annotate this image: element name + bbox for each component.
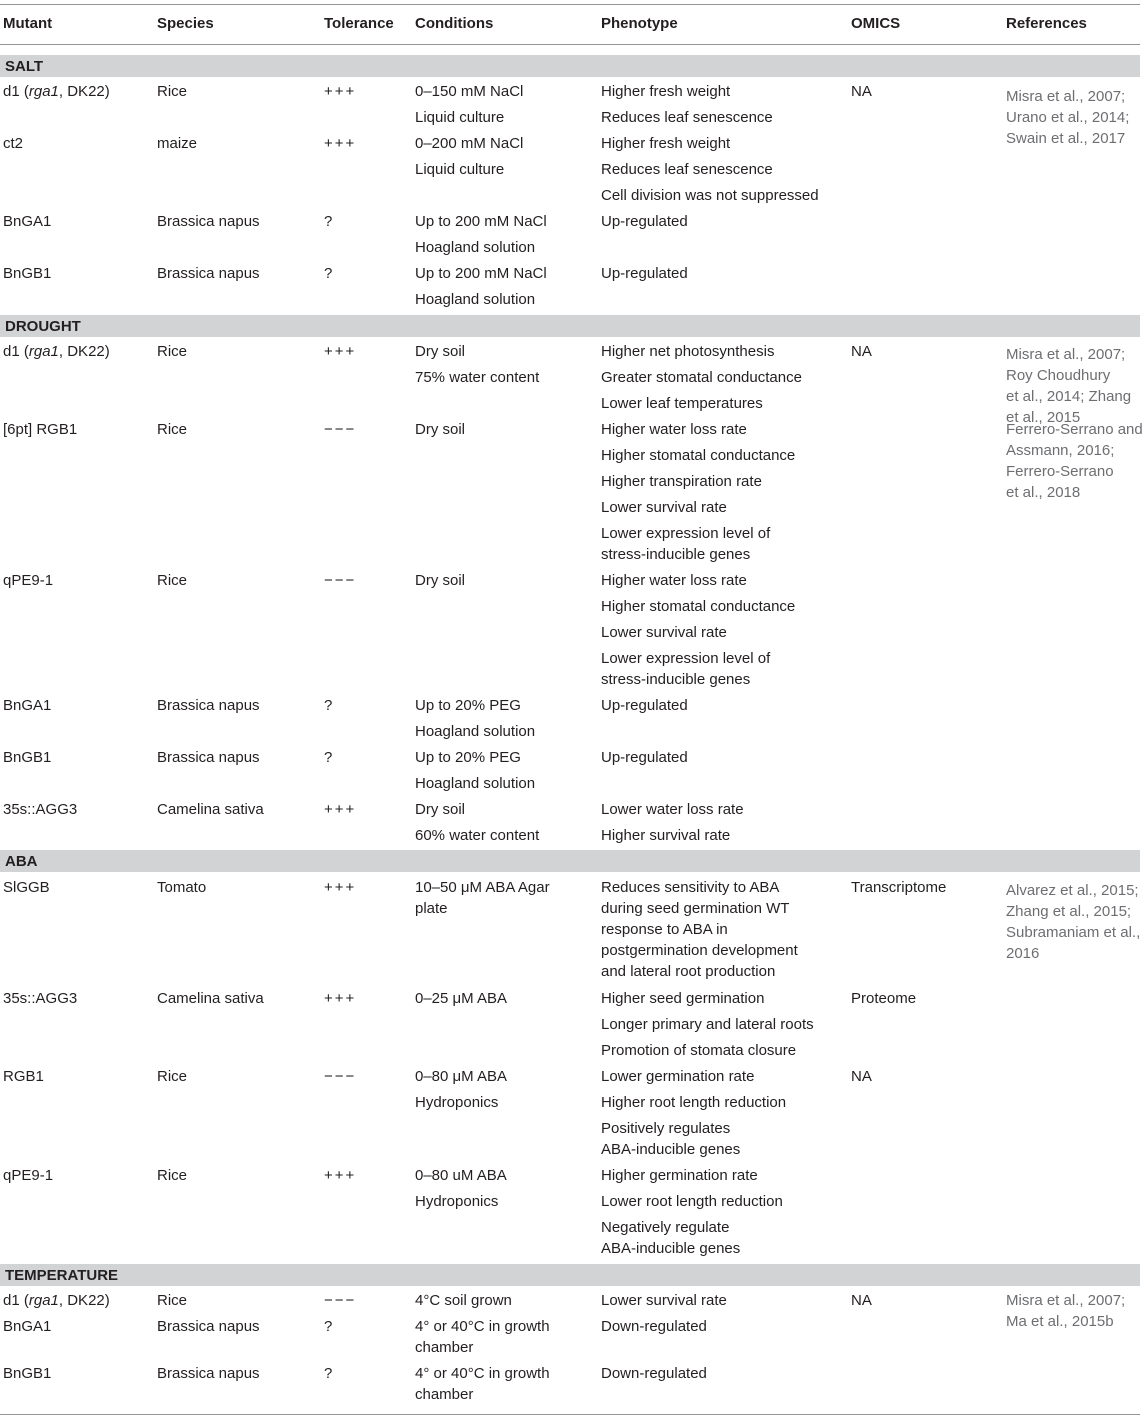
phenotype-text: Greater stomatal conductance <box>601 369 802 386</box>
condition-text: 10–50 μM ABA Agar <box>415 879 550 896</box>
mutant-name: BnGA1 <box>3 697 52 714</box>
reference-text: Zhang et al., 2015; <box>1006 903 1132 920</box>
reference-text: Misra et al., 2007; <box>1006 346 1126 363</box>
mutant-name: d1 (rga1, DK22) <box>3 343 110 360</box>
header-references: References <box>1006 15 1087 32</box>
phenotype-text: Positively regulates <box>601 1120 731 1137</box>
section-title: ABA <box>5 853 38 870</box>
section-aba <box>0 850 1140 872</box>
condition-text: Hydroponics <box>415 1193 499 1210</box>
omics-value: NA <box>851 83 872 100</box>
phenotype-text: Reduces leaf senescence <box>601 109 773 126</box>
mutant-name: ct2 <box>3 135 24 152</box>
condition-text: 0–80 uM ABA <box>415 1167 507 1184</box>
phenotype-text: Lower germination rate <box>601 1068 755 1085</box>
phenotype-text: Negatively regulate <box>601 1219 730 1236</box>
header-tolerance: Tolerance <box>324 15 394 32</box>
header-conditions: Conditions <box>415 15 494 32</box>
phenotype-text: Lower expression level of <box>601 650 771 667</box>
condition-text: Hoagland solution <box>415 239 536 256</box>
phenotype-text: Higher transpiration rate <box>601 473 762 490</box>
phenotype-text: Lower expression level of <box>601 525 771 542</box>
phenotype-text: ABA-inducible genes <box>601 1141 741 1158</box>
reference-text: Swain et al., 2017 <box>1006 130 1126 147</box>
mutant-name: 35s::AGG3 <box>3 990 78 1007</box>
phenotype-text: and lateral root production <box>601 963 776 980</box>
condition-text: 0–200 mM NaCl <box>415 135 524 152</box>
phenotype-text: Cell division was not suppressed <box>601 187 819 204</box>
phenotype-text: Up-regulated <box>601 213 688 230</box>
table-bottom-rule <box>0 1414 1140 1415</box>
tolerance-value: +++ <box>324 343 357 360</box>
phenotype-text: Down-regulated <box>601 1365 707 1382</box>
header-species: Species <box>157 15 214 32</box>
phenotype-text: Promotion of stomata closure <box>601 1042 797 1059</box>
phenotype-text: Reduces sensitivity to ABA <box>601 879 780 896</box>
phenotype-text: Higher water loss rate <box>601 572 747 589</box>
condition-text: 4°C soil grown <box>415 1292 512 1309</box>
phenotype-text: Lower root length reduction <box>601 1193 783 1210</box>
header-omics: OMICS <box>851 15 901 32</box>
phenotype-text: Longer primary and lateral roots <box>601 1016 814 1033</box>
species-name: Camelina sativa <box>157 990 264 1007</box>
phenotype-text: Higher survival rate <box>601 827 731 844</box>
section-title: SALT <box>5 58 44 75</box>
condition-text: Up to 20% PEG <box>415 749 521 766</box>
mutant-name: d1 (rga1, DK22) <box>3 1292 110 1309</box>
mutant-name: [6pt] RGB1 <box>3 421 78 438</box>
mutant-name: 35s::AGG3 <box>3 801 78 818</box>
section-temperature <box>0 1264 1140 1286</box>
tolerance-value: +++ <box>324 801 357 818</box>
tolerance-value: +++ <box>324 1167 357 1184</box>
species-name: Rice <box>157 1167 188 1184</box>
reference-text: Subramaniam et al., <box>1006 924 1141 941</box>
species-name: Brassica napus <box>157 749 260 766</box>
phenotype-text: postgermination development <box>601 942 798 959</box>
reference-text: Ferrero-Serrano <box>1006 463 1114 480</box>
tolerance-value: +++ <box>324 879 357 896</box>
tolerance-value: +++ <box>324 135 357 152</box>
mutant-name: qPE9-1 <box>3 1167 54 1184</box>
phenotype-text: Higher fresh weight <box>601 135 731 152</box>
condition-text: 0–80 μM ABA <box>415 1068 508 1085</box>
reference-text: Misra et al., 2007; <box>1006 88 1126 105</box>
condition-text: 4° or 40°C in growth <box>415 1318 550 1335</box>
phenotype-text: Reduces leaf senescence <box>601 161 773 178</box>
phenotype-text: response to ABA in <box>601 921 728 938</box>
phenotype-text: Higher stomatal conductance <box>601 598 796 615</box>
condition-text: Dry soil <box>415 421 466 438</box>
section-title: DROUGHT <box>5 318 81 335</box>
mutant-name: SlGGB <box>3 879 50 896</box>
phenotype-text: Higher water loss rate <box>601 421 747 438</box>
header-phenotype: Phenotype <box>601 15 678 32</box>
phenotype-text: Higher root length reduction <box>601 1094 787 1111</box>
phenotype-text: Higher fresh weight <box>601 83 731 100</box>
phenotype-text: Lower leaf temperatures <box>601 395 763 412</box>
species-name: Rice <box>157 1292 188 1309</box>
tolerance-value: −−− <box>324 1292 357 1309</box>
phenotype-text: Up-regulated <box>601 749 688 766</box>
reference-text: et al., 2015 <box>1006 409 1081 426</box>
condition-text: Up to 20% PEG <box>415 697 521 714</box>
mutant-name: RGB1 <box>3 1068 44 1085</box>
tolerance-value: −−− <box>324 572 357 589</box>
species-name: Rice <box>157 343 188 360</box>
condition-text: 4° or 40°C in growth <box>415 1365 550 1382</box>
tolerance-value: ? <box>324 265 333 282</box>
condition-text: 75% water content <box>415 369 540 386</box>
species-name: Rice <box>157 1068 188 1085</box>
tolerance-value: ? <box>324 1318 333 1335</box>
condition-text: 0–25 μM ABA <box>415 990 508 1007</box>
reference-text: Alvarez et al., 2015; <box>1006 882 1139 899</box>
condition-text: Liquid culture <box>415 161 505 178</box>
tolerance-value: ? <box>324 213 333 230</box>
species-name: Brassica napus <box>157 1318 260 1335</box>
reference-text: et al., 2018 <box>1006 484 1081 501</box>
condition-text: 60% water content <box>415 827 540 844</box>
condition-text: Hydroponics <box>415 1094 499 1111</box>
phenotype-text: during seed germination WT <box>601 900 790 917</box>
omics-value: Proteome <box>851 990 917 1007</box>
phenotype-text: Lower survival rate <box>601 624 727 641</box>
omics-value: NA <box>851 343 872 360</box>
phenotype-text: Lower survival rate <box>601 499 727 516</box>
reference-text: Urano et al., 2014; <box>1006 109 1130 126</box>
omics-value: NA <box>851 1068 872 1085</box>
section-title: TEMPERATURE <box>5 1267 119 1284</box>
condition-text: 0–150 mM NaCl <box>415 83 524 100</box>
species-name: maize <box>157 135 198 152</box>
tolerance-value: ? <box>324 697 333 714</box>
condition-text: chamber <box>415 1386 474 1403</box>
header-rule <box>0 44 1140 45</box>
species-name: Rice <box>157 572 188 589</box>
omics-value: Transcriptome <box>851 879 947 896</box>
condition-text: Hoagland solution <box>415 723 536 740</box>
tolerance-value: ? <box>324 1365 333 1382</box>
species-name: Rice <box>157 83 188 100</box>
condition-text: chamber <box>415 1339 474 1356</box>
reference-text: et al., 2014; Zhang <box>1006 388 1132 405</box>
mutant-name: qPE9-1 <box>3 572 54 589</box>
phenotype-text: Up-regulated <box>601 697 688 714</box>
mutant-name: BnGB1 <box>3 265 52 282</box>
phenotype-text: stress-inducible genes <box>601 671 751 688</box>
condition-text: Liquid culture <box>415 109 505 126</box>
reference-text: Assmann, 2016; <box>1006 442 1115 459</box>
condition-text: Dry soil <box>415 572 466 589</box>
tolerance-value: +++ <box>324 83 357 100</box>
species-name: Camelina sativa <box>157 801 264 818</box>
reference-text: Ma et al., 2015b <box>1006 1313 1114 1330</box>
tolerance-value: −−− <box>324 421 357 438</box>
species-name: Brassica napus <box>157 265 260 282</box>
reference-text: 2016 <box>1006 945 1040 962</box>
phenotype-text: Lower water loss rate <box>601 801 744 818</box>
table-top-rule <box>0 4 1140 5</box>
section-drought <box>0 315 1140 337</box>
mutant-name: BnGB1 <box>3 749 52 766</box>
species-name: Brassica napus <box>157 213 260 230</box>
condition-text: Up to 200 mM NaCl <box>415 265 547 282</box>
phenotype-text: Up-regulated <box>601 265 688 282</box>
condition-text: Hoagland solution <box>415 291 536 308</box>
species-name: Brassica napus <box>157 697 260 714</box>
header-mutant: Mutant <box>3 15 53 32</box>
phenotype-text: stress-inducible genes <box>601 546 751 563</box>
condition-text: Up to 200 mM NaCl <box>415 213 547 230</box>
reference-text: Misra et al., 2007; <box>1006 1292 1126 1309</box>
species-name: Rice <box>157 421 188 438</box>
section-salt <box>0 55 1140 77</box>
mutant-name: BnGA1 <box>3 1318 52 1335</box>
species-name: Brassica napus <box>157 1365 260 1382</box>
condition-text: Hoagland solution <box>415 775 536 792</box>
condition-text: plate <box>415 900 448 917</box>
phenotype-text: Higher stomatal conductance <box>601 447 796 464</box>
omics-value: NA <box>851 1292 872 1309</box>
phenotype-text: Higher germination rate <box>601 1167 758 1184</box>
mutant-name: BnGA1 <box>3 213 52 230</box>
phenotype-text: Higher net photosynthesis <box>601 343 775 360</box>
reference-text: Roy Choudhury <box>1006 367 1111 384</box>
phenotype-text: ABA-inducible genes <box>601 1240 741 1257</box>
condition-text: Dry soil <box>415 343 466 360</box>
reference-text: Ferrero-Serrano and <box>1006 421 1143 438</box>
mutant-name: d1 (rga1, DK22) <box>3 83 110 100</box>
condition-text: Dry soil <box>415 801 466 818</box>
tolerance-value: +++ <box>324 990 357 1007</box>
mutant-name: BnGB1 <box>3 1365 52 1382</box>
phenotype-text: Down-regulated <box>601 1318 707 1335</box>
phenotype-text: Lower survival rate <box>601 1292 727 1309</box>
tolerance-value: ? <box>324 749 333 766</box>
species-name: Tomato <box>157 879 207 896</box>
phenotype-text: Higher seed germination <box>601 990 765 1007</box>
tolerance-value: −−− <box>324 1068 357 1085</box>
